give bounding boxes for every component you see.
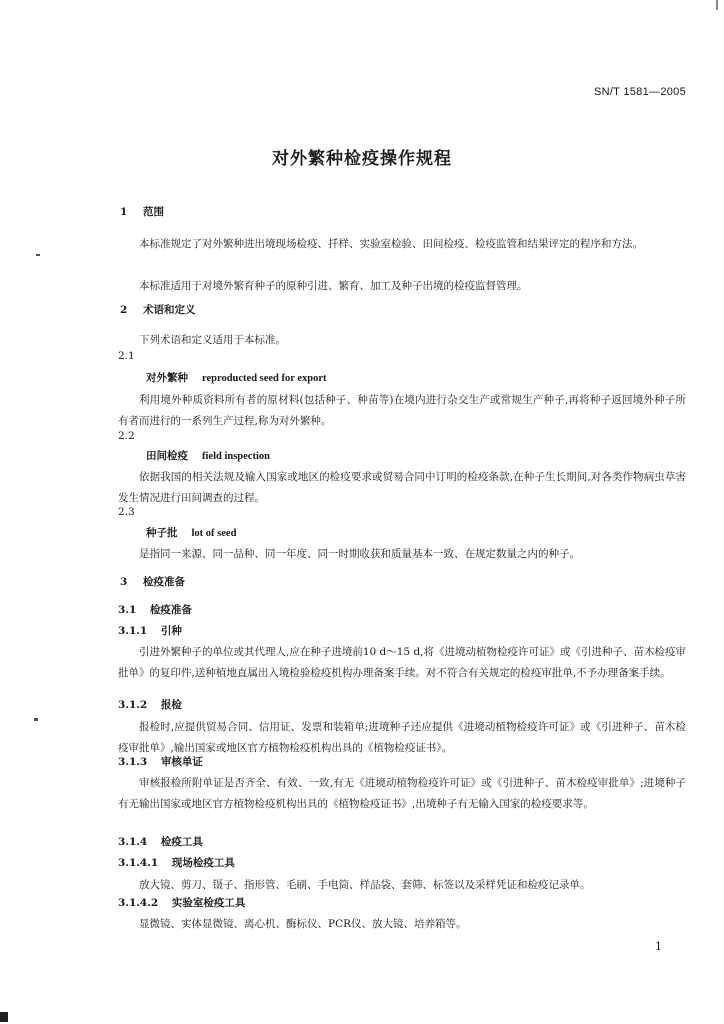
- subsection-title: 现场检疫工具: [171, 857, 235, 869]
- subsection-number: 3.1.4.1: [118, 857, 159, 869]
- scan-edge: [716, 0, 718, 10]
- subsection-heading: [118, 623, 182, 639]
- term-cn: 田间检疫: [146, 450, 188, 462]
- paragraph: 引进外繁种子的单位或其代理人,应在种子进境前10 d～15 d,将《进境动植物检疫许可证》或《引进种子、苗木检疫审批单》的复印件,送种植地直属出入境检验检疫机构办理备案手续。对不符合有关规定的检疫审批单,不予办理备案手续。: [118, 646, 687, 679]
- term-number: 2.1: [118, 350, 135, 362]
- scan-speck: [36, 254, 40, 256]
- section-title: 范围: [142, 206, 164, 218]
- paragraph: 是指同一来源、同一品种、同一年度、同一时期收获和质量基本一致、在规定数量之内的种子。: [139, 548, 580, 560]
- subsection-number: 3.1.4: [118, 836, 148, 848]
- paragraph: 利用境外种质资料所有者的原材料(包括种子、种苗等)在境内进行杂交生产或常规生产种子,再将种子返回境外种子所有者而进行的一系列生产过程,称为对外繁种。: [118, 394, 686, 427]
- section-number: 2: [120, 304, 128, 316]
- subsection-title: 检疫工具: [160, 836, 203, 848]
- section-title: 检疫准备: [142, 576, 185, 588]
- term-en: field inspection: [202, 451, 270, 462]
- section-2-heading: [120, 302, 195, 318]
- section-number: 3: [120, 576, 128, 588]
- paragraph: 本标准适用于对境外繁育种子的原种引进、繁育、加工及种子出境的检疫监督管理。: [139, 280, 528, 292]
- subsection-title: 引种: [160, 625, 182, 637]
- term-number: 2.2: [118, 430, 135, 442]
- term-en: reproducted seed for export: [202, 373, 327, 384]
- subsection-heading: [118, 754, 203, 770]
- subsection-heading: [118, 855, 235, 871]
- subsection-number: 3.1.3: [118, 756, 148, 768]
- subsection-number: 3.1.4.2: [118, 897, 159, 909]
- paragraph: 放大镜、剪刀、镊子、指形管、毛刷、手电筒、样品袋、套筛、标签以及采样凭证和检疫记录单。: [139, 879, 591, 891]
- scan-speck: [34, 718, 38, 721]
- standard-code: SN/T 1581—2005: [593, 86, 686, 98]
- paragraph: 显微镜、实体显微镜、离心机、酶标仪、PCR仪、放大镜、培养箱等。: [139, 918, 467, 930]
- paragraph: 本标准规定了对外繁种进出境现场检疫、扦样、实验室检验、田间检疫、检疫监管和结果评定的程序和方法。: [139, 238, 643, 250]
- term-cn: 对外繁种: [146, 372, 188, 384]
- term-heading: [146, 370, 327, 387]
- paragraph: 依据我国的相关法规及输入国家或地区的检疫要求或贸易合同中订明的检疫条款,在种子生长期间,对各类作物病虫草害发生情况进行田间调查的过程。: [118, 471, 686, 504]
- subsection-heading: [118, 697, 182, 713]
- subsection-number: 3.1.1: [118, 625, 148, 637]
- section-1-heading: [120, 204, 164, 220]
- term-number: 2.3: [118, 506, 135, 518]
- subsection-title: 检疫准备: [149, 604, 192, 616]
- term-heading: [146, 448, 270, 465]
- term-en: lot of seed: [191, 528, 237, 539]
- term-heading: [146, 525, 236, 542]
- subsection-heading: [118, 895, 245, 911]
- subsection-number: 3.1.2: [118, 699, 148, 711]
- subsection-title: 审核单证: [160, 756, 203, 768]
- subsection-title: 实验室检疫工具: [171, 897, 246, 909]
- section-title: 术语和定义: [142, 304, 196, 316]
- subsection-title: 报检: [160, 699, 182, 711]
- section-number: 1: [120, 206, 128, 218]
- subsection-heading: [118, 834, 203, 850]
- document-title: 对外繁种检疫操作规程: [272, 149, 452, 169]
- scan-mark: [0, 1012, 8, 1022]
- section-3-heading: [120, 574, 185, 590]
- term-cn: 种子批: [146, 527, 178, 539]
- paragraph: 审核报检所附单证是否齐全、有效、一致,有无《进境动植物检疫许可证》或《引进种子、苗木检疫审批单》;进境种子有无输出国家或地区官方植物检疫机构出具的《植物检疫证书》,出境种子有无输入国家的检疫要求等。: [118, 777, 686, 810]
- paragraph: 下列术语和定义适用于本标准。: [139, 334, 286, 346]
- subsection-number: 3.1: [118, 604, 137, 616]
- paragraph: 报检时,应提供贸易合同、信用证、发票和装箱单;进境种子还应提供《进境动植物检疫许可证》或《引进种子、苗木检疫审批单》,输出国家或地区官方植物检疫机构出具的《植物检疫证书》。: [118, 721, 686, 754]
- subsection-heading: [118, 602, 192, 618]
- page-number: 1: [655, 940, 662, 953]
